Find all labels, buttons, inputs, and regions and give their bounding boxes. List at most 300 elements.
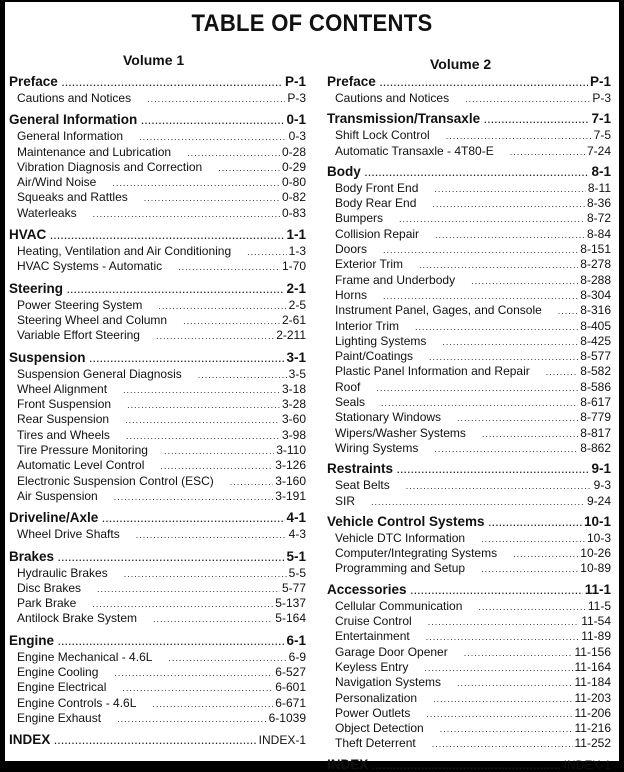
- toc-section: [9, 281, 306, 344]
- page-number: 10-1: [583, 513, 611, 529]
- toc-entry[interactable]: [9, 581, 306, 596]
- entry-label: Antilock Brake System: [17, 611, 138, 626]
- entry-label: Seat Belts: [335, 478, 390, 493]
- dot-leader: [428, 617, 579, 627]
- entry-label: Instrument Panel, Gages, and Console: [335, 303, 542, 318]
- dot-leader: [50, 231, 284, 241]
- entry-label: Vehicle Control Systems: [327, 513, 485, 529]
- entry-label: Paint/Coatings: [335, 349, 414, 364]
- dot-leader: [67, 285, 284, 295]
- page-number: 3-5: [288, 366, 306, 381]
- section-heading[interactable]: [327, 111, 611, 128]
- toc-entry[interactable]: [327, 660, 611, 675]
- entry-label: Body: [327, 163, 361, 179]
- entry-label: Suspension General Diagnosis: [17, 366, 182, 381]
- page-number: 0-29: [281, 159, 306, 174]
- entry-label: Preface: [327, 74, 376, 89]
- toc-entry[interactable]: [9, 474, 306, 489]
- entry-label: Keyless Entry: [335, 659, 409, 674]
- entry-label: Brakes: [9, 548, 55, 564]
- toc-entry[interactable]: [327, 706, 611, 721]
- entry-label: INDEX: [327, 756, 369, 772]
- page-number: 11-54: [581, 614, 611, 629]
- dot-leader: [411, 586, 583, 596]
- page-number: 3-191: [275, 488, 306, 503]
- entry-label: Tires and Wheels: [17, 427, 110, 442]
- page-number: 11-5: [587, 598, 611, 613]
- page-number: 2-211: [276, 328, 306, 343]
- page-number: 6-601: [275, 680, 306, 695]
- page-number: 4-1: [286, 510, 306, 526]
- entry-label: Navigation Systems: [335, 675, 442, 690]
- entry-label: Theft Deterrent: [335, 736, 416, 751]
- entry-label: Programming and Setup: [335, 561, 466, 576]
- page-number: 6-1: [286, 632, 306, 648]
- entry-label: Engine Electrical: [17, 680, 107, 695]
- toc-entry[interactable]: [327, 380, 611, 395]
- entry-label: Waterleaks: [17, 205, 77, 220]
- toc-entry[interactable]: [9, 566, 306, 581]
- dot-leader: [510, 147, 585, 157]
- entry-label: Wipers/Washer Systems: [335, 425, 466, 440]
- toc-entry[interactable]: [9, 298, 306, 313]
- toc-entry[interactable]: [327, 441, 611, 456]
- section-heading[interactable]: [327, 164, 611, 181]
- page-number: 8-72: [586, 211, 611, 226]
- dot-leader: [399, 214, 585, 224]
- dot-leader: [482, 429, 578, 439]
- section-heading[interactable]: [9, 74, 306, 91]
- toc-entry[interactable]: [327, 181, 611, 196]
- page-number: 6-9: [288, 649, 306, 664]
- dot-leader: [127, 400, 280, 410]
- section-heading[interactable]: [9, 350, 306, 367]
- page-number: 8-278: [580, 257, 611, 272]
- toc-entry[interactable]: [9, 680, 306, 695]
- toc-entry[interactable]: [9, 91, 306, 106]
- entry-label: Hydraulic Brakes: [17, 565, 108, 580]
- dot-leader: [117, 714, 267, 724]
- toc-entry[interactable]: [9, 367, 306, 382]
- dot-leader: [112, 178, 280, 188]
- toc-entry[interactable]: [9, 244, 306, 259]
- toc-entry[interactable]: [9, 665, 306, 680]
- toc-entry[interactable]: [327, 319, 611, 334]
- page-number: 3-60: [281, 412, 306, 427]
- entry-label: Suspension: [9, 349, 86, 365]
- toc-entry[interactable]: [327, 303, 611, 318]
- page-number: 6-527: [275, 665, 306, 680]
- dot-leader: [457, 413, 578, 423]
- toc-entry[interactable]: [9, 175, 306, 190]
- page-number: 11-89: [581, 629, 611, 644]
- dot-leader: [187, 148, 280, 158]
- dot-leader: [435, 230, 585, 240]
- page-number: P-1: [589, 74, 611, 89]
- toc-entry[interactable]: [327, 691, 611, 706]
- toc-entry[interactable]: [9, 489, 306, 504]
- entry-label: Object Detection: [335, 721, 424, 736]
- page-title: TABLE OF CONTENTS: [191, 10, 433, 37]
- toc-section: [9, 227, 306, 275]
- dot-leader: [164, 446, 274, 456]
- toc-section: [327, 74, 611, 106]
- page-number: 2-1: [286, 280, 306, 296]
- toc-section: [327, 164, 611, 456]
- page-number: 8-84: [586, 226, 611, 241]
- toc-entry[interactable]: [327, 395, 611, 410]
- dot-leader: [141, 116, 284, 126]
- entry-label: Steering: [9, 280, 64, 296]
- toc-entry[interactable]: [327, 196, 611, 211]
- toc-entry[interactable]: [327, 561, 611, 576]
- section-heading[interactable]: [9, 281, 306, 298]
- toc-entry[interactable]: [9, 206, 306, 221]
- dot-leader: [156, 331, 274, 341]
- toc-section: [9, 74, 306, 106]
- entry-label: Front Suspension: [17, 397, 112, 412]
- entry-label: Engine Controls - 4.6L: [17, 695, 137, 710]
- entry-label: Preface: [9, 74, 58, 89]
- page-number: 2-5: [288, 297, 306, 312]
- dot-leader: [125, 415, 280, 425]
- dot-leader: [102, 514, 284, 524]
- entry-label: Roof: [335, 379, 361, 394]
- dot-leader: [92, 599, 273, 609]
- section-heading[interactable]: [327, 514, 611, 531]
- toc-entry[interactable]: [327, 494, 611, 509]
- entry-label: Automatic Transaxle - 4T80-E: [335, 143, 494, 158]
- entry-label: Engine Mechanical - 4.6L: [17, 649, 153, 664]
- entry-label: Tire Pressure Monitoring: [17, 443, 148, 458]
- toc-entry[interactable]: [327, 426, 611, 441]
- entry-label: Body Rear End: [335, 196, 417, 211]
- toc-entry[interactable]: [9, 397, 306, 412]
- dot-leader: [158, 301, 286, 311]
- toc-section: [9, 633, 306, 726]
- entry-label: Wiring Systems: [335, 440, 419, 455]
- section-heading[interactable]: [327, 74, 611, 91]
- entry-label: Cruise Control: [335, 614, 412, 629]
- page-number: 4-3: [288, 527, 306, 542]
- dot-leader: [247, 247, 287, 257]
- section-heading[interactable]: [9, 549, 306, 566]
- dot-leader: [446, 131, 592, 141]
- page-number: 1-70: [281, 259, 306, 274]
- toc-entry[interactable]: [327, 675, 611, 690]
- dot-leader: [481, 534, 585, 544]
- page-number: 3-160: [275, 473, 306, 488]
- toc-entry[interactable]: [9, 650, 306, 665]
- toc-entry[interactable]: [327, 227, 611, 242]
- section-heading[interactable]: [9, 227, 306, 244]
- dot-leader: [484, 115, 589, 125]
- toc-section: [9, 510, 306, 542]
- dot-leader: [144, 193, 280, 203]
- entry-label: Power Outlets: [335, 705, 411, 720]
- page-number: 0-82: [281, 190, 306, 205]
- volume-2-heading: Volume 2: [430, 56, 492, 72]
- page-number: 5-5: [288, 565, 306, 580]
- entry-label: Variable Effort Steering: [17, 328, 140, 343]
- page-number: 3-28: [281, 397, 306, 412]
- toc-entry[interactable]: [9, 443, 306, 458]
- toc-page: [5, 2, 619, 772]
- page-number: 8-151: [580, 242, 611, 257]
- dot-leader: [433, 694, 572, 704]
- entry-label: Electronic Suspension Control (ESC): [17, 473, 214, 488]
- dot-leader: [153, 614, 273, 624]
- toc-entry[interactable]: [327, 546, 611, 561]
- dot-leader: [147, 94, 285, 104]
- page-number: 8-405: [580, 318, 611, 333]
- toc-entry[interactable]: [9, 458, 306, 473]
- entry-label: Vibration Diagnosis and Correction: [17, 159, 203, 174]
- entry-label: Frame and Underbody: [335, 272, 456, 287]
- entry-label: Body Front End: [335, 180, 419, 195]
- dot-leader: [380, 78, 588, 88]
- dot-leader: [464, 648, 573, 658]
- entry-label: Wheel Drive Shafts: [17, 527, 120, 542]
- toc-entry[interactable]: [327, 531, 611, 546]
- dot-leader: [97, 584, 280, 594]
- toc-entry[interactable]: [327, 410, 611, 425]
- toc-entry[interactable]: [9, 611, 306, 626]
- entry-label: Stationary Windows: [335, 410, 442, 425]
- dot-leader: [168, 653, 286, 663]
- page-number: 11-1: [584, 581, 611, 597]
- entry-label: Lighting Systems: [335, 333, 427, 348]
- page-number: 9-3: [593, 478, 611, 493]
- page-number: 1-1: [286, 227, 306, 243]
- toc-entry[interactable]: [327, 364, 611, 379]
- page-number: 5-164: [275, 611, 306, 626]
- toc-entry[interactable]: [9, 696, 306, 711]
- toc-entry[interactable]: [327, 599, 611, 614]
- dot-leader: [62, 78, 283, 88]
- dot-leader: [383, 291, 578, 301]
- dot-leader: [124, 569, 287, 579]
- dot-leader: [426, 709, 572, 719]
- page-number: 8-288: [580, 272, 611, 287]
- page-number: 0-1: [286, 112, 306, 128]
- page-number: INDEX-1: [258, 733, 306, 748]
- page-number: 8-316: [580, 303, 611, 318]
- toc-entry[interactable]: [9, 382, 306, 397]
- page-number: 10-26: [580, 546, 611, 561]
- dot-leader: [397, 465, 589, 475]
- page-number: 9-1: [591, 461, 611, 477]
- toc-entry[interactable]: [9, 190, 306, 205]
- dot-leader: [114, 668, 273, 678]
- toc-entry[interactable]: [327, 645, 611, 660]
- page-number: 11-216: [574, 721, 611, 736]
- volume-1-heading: Volume 1: [123, 52, 185, 68]
- page-number: 8-425: [580, 333, 611, 348]
- toc-entry[interactable]: [9, 129, 306, 144]
- dot-leader: [558, 306, 579, 316]
- page-number: 8-36: [586, 196, 611, 211]
- dot-leader: [160, 461, 273, 471]
- toc-entry[interactable]: [327, 349, 611, 364]
- page-number: 8-577: [580, 349, 611, 364]
- toc-entry[interactable]: [327, 257, 611, 272]
- page-number: 7-1: [591, 111, 611, 127]
- dot-leader: [465, 94, 590, 104]
- dot-leader: [58, 637, 284, 647]
- toc-entry[interactable]: [9, 412, 306, 427]
- toc-entry[interactable]: [327, 478, 611, 493]
- toc-entry[interactable]: [327, 273, 611, 288]
- entry-label: Doors: [335, 242, 368, 257]
- page-number: 11-206: [574, 705, 611, 720]
- entry-label: Squeaks and Rattles: [17, 190, 128, 205]
- toc-section: [327, 582, 611, 752]
- entry-label: Engine Cooling: [17, 665, 99, 680]
- page-number: 10-89: [580, 561, 611, 576]
- dot-leader: [489, 518, 582, 528]
- toc-entry[interactable]: [327, 91, 611, 106]
- entry-label: Air Suspension: [17, 488, 98, 503]
- entry-label: Cautions and Notices: [17, 91, 132, 105]
- entry-label: Bumpers: [335, 211, 384, 226]
- page-number: 5-1: [286, 548, 306, 564]
- toc-entry[interactable]: [327, 128, 611, 143]
- page-number: 0-3: [288, 129, 306, 144]
- dot-leader: [139, 132, 287, 142]
- section-heading[interactable]: [9, 510, 306, 527]
- toc-entry[interactable]: [327, 144, 611, 159]
- page-number: 11-164: [574, 659, 611, 674]
- page-number: 8-1: [591, 163, 611, 179]
- toc-entry[interactable]: [9, 596, 306, 611]
- dot-leader: [432, 199, 585, 209]
- page-number: 8-817: [580, 425, 611, 440]
- page-number: 8-11: [587, 180, 611, 195]
- index-entry[interactable]: [327, 757, 611, 772]
- page-number: 8-304: [580, 287, 611, 302]
- toc-entry[interactable]: [327, 721, 611, 736]
- dot-leader: [434, 184, 585, 194]
- entry-label: Engine Exhaust: [17, 710, 102, 725]
- dot-leader: [371, 497, 585, 507]
- entry-label: Shift Lock Control: [335, 128, 430, 143]
- entry-label: Computer/Integrating Systems: [335, 546, 498, 561]
- dot-leader: [471, 276, 578, 286]
- entry-label: General Information: [17, 129, 124, 144]
- index-entry[interactable]: [9, 732, 306, 747]
- dot-leader: [381, 398, 578, 408]
- toc-entry[interactable]: [9, 145, 306, 160]
- toc-section: [9, 112, 306, 221]
- page-number: 5-77: [281, 580, 306, 595]
- dot-leader: [429, 352, 578, 362]
- entry-label: Power Steering System: [17, 297, 143, 312]
- toc-entry[interactable]: [9, 313, 306, 328]
- toc-entry[interactable]: [327, 211, 611, 226]
- page-number: 11-156: [574, 644, 611, 659]
- page-number: 3-1: [286, 349, 306, 365]
- page-number: INDEX-1: [563, 757, 611, 772]
- toc-entry[interactable]: [327, 334, 611, 349]
- entry-label: SIR: [335, 493, 356, 508]
- toc-entry[interactable]: [9, 259, 306, 274]
- entry-label: Seals: [335, 395, 366, 410]
- entry-label: Exterior Trim: [335, 257, 404, 272]
- dot-leader: [230, 477, 274, 487]
- entry-label: Rear Suspension: [17, 412, 110, 427]
- entry-label: Air/Wind Noise: [17, 175, 97, 190]
- dot-leader: [424, 663, 572, 673]
- dot-leader: [126, 431, 280, 441]
- toc-section: [9, 549, 306, 627]
- dot-leader: [54, 736, 256, 746]
- toc-entry[interactable]: [9, 328, 306, 343]
- dot-leader: [152, 699, 273, 709]
- entry-label: Plastic Panel Information and Repair: [335, 364, 530, 379]
- toc-section: [327, 514, 611, 577]
- page-number: 2-61: [281, 312, 306, 327]
- toc-entry[interactable]: [327, 629, 611, 644]
- toc-entry[interactable]: [327, 736, 611, 751]
- dot-leader: [122, 683, 273, 693]
- page-number: 6-1039: [268, 710, 306, 725]
- entry-label: Steering Wheel and Column: [17, 312, 168, 327]
- entry-label: Vehicle DTC Information: [335, 530, 466, 545]
- page-number: 3-18: [281, 381, 306, 396]
- page-number: 6-671: [275, 695, 306, 710]
- section-heading[interactable]: [327, 582, 611, 599]
- page-number: P-3: [592, 91, 611, 105]
- page-number: 8-617: [580, 395, 611, 410]
- toc-entry[interactable]: [327, 242, 611, 257]
- dot-leader: [178, 262, 280, 272]
- dot-leader: [406, 481, 592, 491]
- entry-label: Wheel Alignment: [17, 381, 108, 396]
- toc-entry[interactable]: [9, 428, 306, 443]
- dot-leader: [376, 383, 578, 393]
- page-number: 11-184: [574, 675, 611, 690]
- section-heading[interactable]: [9, 633, 306, 650]
- section-heading[interactable]: [327, 461, 611, 478]
- page-number: 7-5: [593, 128, 611, 143]
- toc-entry[interactable]: [9, 527, 306, 542]
- toc-section: [327, 461, 611, 509]
- entry-label: Interior Trim: [335, 318, 400, 333]
- toc-entry[interactable]: [327, 614, 611, 629]
- entry-label: Restraints: [327, 461, 394, 477]
- dot-leader: [481, 564, 578, 574]
- entry-label: Maintenance and Lubrication: [17, 144, 172, 159]
- dot-leader: [434, 444, 578, 454]
- entry-label: Driveline/Axle: [9, 510, 99, 526]
- dot-leader: [383, 245, 578, 255]
- toc-entry[interactable]: [9, 711, 306, 726]
- dot-leader: [198, 370, 287, 380]
- page-number: 9-24: [586, 493, 611, 508]
- page-number: 1-3: [288, 244, 306, 259]
- page-number: 11-203: [574, 690, 611, 705]
- toc-entry[interactable]: [9, 160, 306, 175]
- entry-label: Entertainment: [335, 629, 410, 644]
- dot-leader: [546, 367, 579, 377]
- entry-label: Transmission/Transaxle: [327, 111, 481, 127]
- toc-entry[interactable]: [327, 288, 611, 303]
- page-number: 0-83: [281, 205, 306, 220]
- entry-label: HVAC: [9, 227, 47, 243]
- section-heading[interactable]: [9, 112, 306, 129]
- dot-leader: [442, 337, 578, 347]
